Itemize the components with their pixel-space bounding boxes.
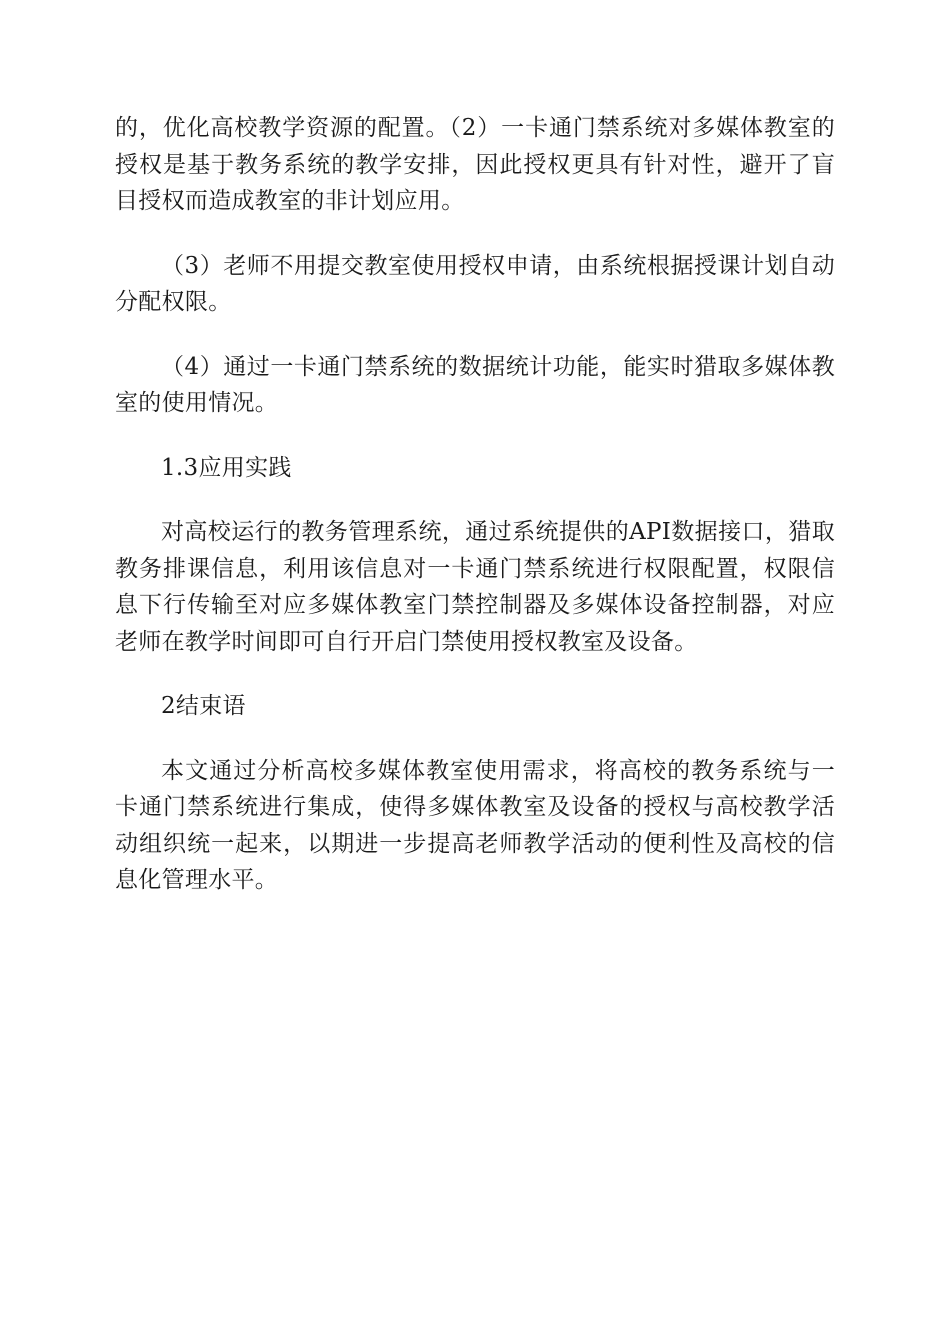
paragraph-item-3: （3）老师不用提交教室使用授权申请，由系统根据授课计划自动分配权限。	[115, 252, 835, 315]
paragraph-practice: 对高校运行的教务管理系统，通过系统提供的API数据接口，猎取教务排课信息，利用该信息对一卡通门禁系统进行权限配置，权限信息下行传输至对应多媒体教室门禁控制器及多媒体设备控制器，对应老师在教学时间即可自行开启门禁使用授权教室及设备。	[115, 519, 835, 655]
document-page	[115, 110, 835, 899]
paragraph-continuation: 的，优化高校教学资源的配置。（2）一卡通门禁系统对多媒体教室的授权是基于教务系统的教学安排，因此授权更具有针对性，避开了盲目授权而造成教室的非计划应用。	[115, 115, 835, 214]
section-heading-conclusion: 2结束语	[161, 693, 246, 719]
paragraph-item-4: （4）通过一卡通门禁系统的数据统计功能，能实时猎取多媒体教室的使用情况。	[115, 353, 835, 416]
paragraph-conclusion: 本文通过分析高校多媒体教室使用需求，将高校的教务系统与一卡通门禁系统进行集成，使得多媒体教室及设备的授权与高校教学活动组织统一起来，以期进一步提高老师教学活动的便利性及高校的信息化管理水平。	[115, 757, 835, 893]
section-heading-practice: 1.3应用实践	[161, 454, 292, 481]
